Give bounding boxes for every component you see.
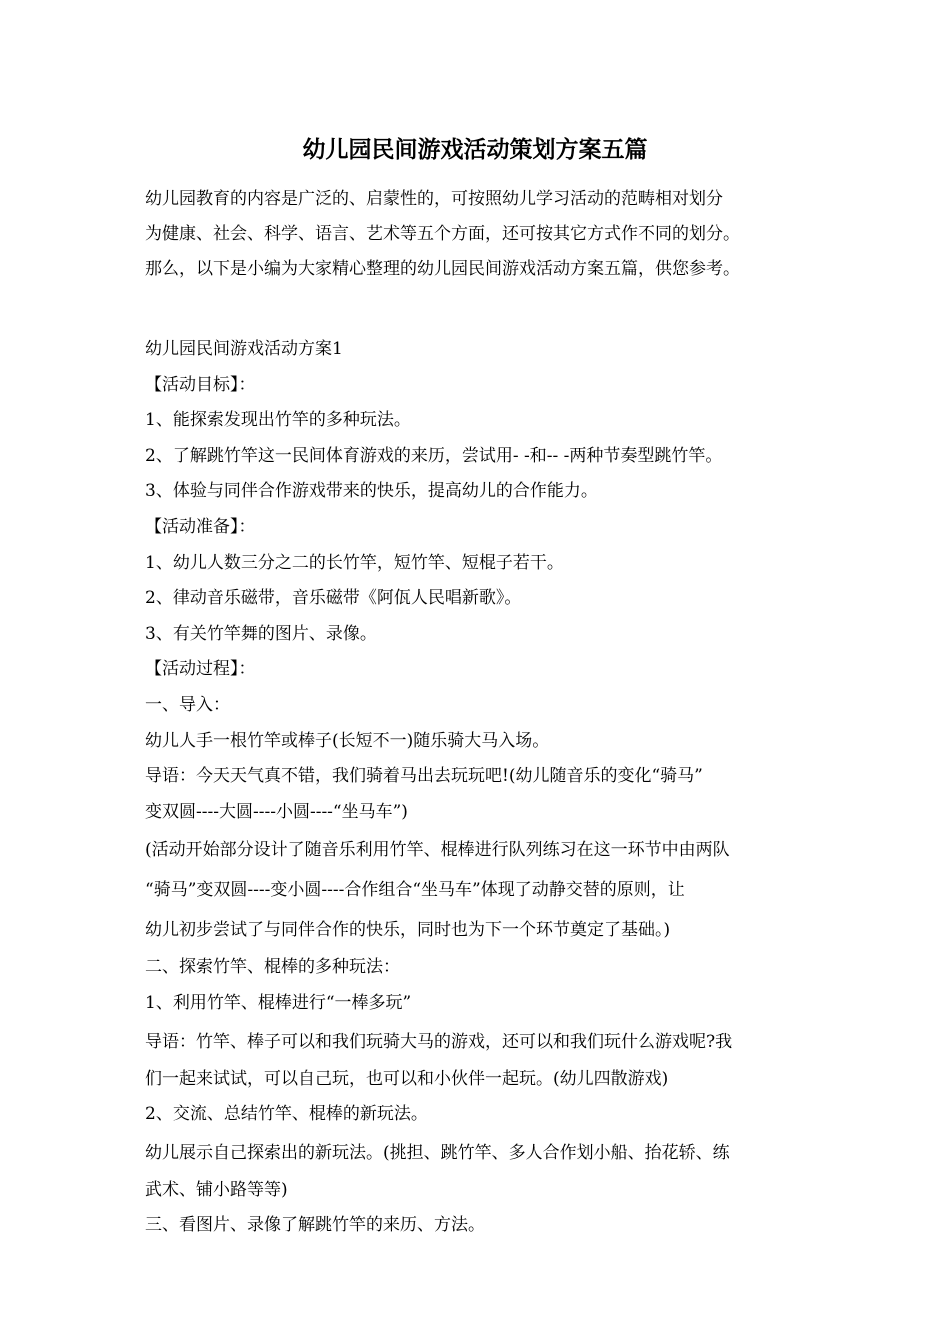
body-line: 1、利用竹竿、棍棒进行“一棒多玩” <box>145 992 412 1013</box>
section-heading: 幼儿园民间游戏活动方案1 <box>145 339 343 359</box>
document-content <box>145 182 815 1244</box>
body-line: 一、导入： <box>145 694 230 715</box>
subsection-heading: 【活动目标】： <box>145 374 256 395</box>
intro-paragraph <box>145 182 815 287</box>
subsection-heading: 【活动过程】： <box>145 659 256 680</box>
body-line: 导语：今天天气真不错，我们骑着马出去玩玩吧!(幼儿随音乐的变化“骑马” <box>145 766 703 787</box>
body-line: 二、探索竹竿、棍棒的多种玩法： <box>145 957 400 978</box>
intro-line: 那么，以下是小编为大家精心整理的幼儿园民间游戏活动方案五篇，供您参考。 <box>145 259 740 279</box>
body-line: 变双圆----大圆----小圆----“坐马车”) <box>145 801 408 822</box>
subsection-heading: 【活动准备】： <box>145 516 256 537</box>
body-line: 2、交流、总结竹竿、棍棒的新玩法。 <box>145 1104 428 1125</box>
body-line: 1、幼儿人数三分之二的长竹竿，短竹竿、短棍子若干。 <box>145 552 564 573</box>
body-line: 幼儿人手一根竹竿或棒子(长短不一)随乐骑大马入场。 <box>145 730 550 751</box>
plan-body <box>145 332 815 1244</box>
body-line: 导语：竹竿、棒子可以和我们玩骑大马的游戏，还可以和我们玩什么游戏呢?我 <box>145 1031 733 1052</box>
intro-line: 幼儿园教育的内容是广泛的、启蒙性的，可按照幼儿学习活动的范畴相对划分 <box>145 189 723 209</box>
body-line: 三、看图片、录像了解跳竹竿的来历、方法。 <box>145 1215 485 1236</box>
document-title: 幼儿园民间游戏活动策划方案五篇 <box>302 137 648 163</box>
body-line: 们一起来试试，可以自己玩，也可以和小伙伴一起玩。(幼儿四散游戏) <box>145 1068 669 1089</box>
body-line: 3、有关竹竿舞的图片、录像。 <box>145 623 377 644</box>
body-line: (活动开始部分设计了随音乐利用竹竿、棍棒进行队列练习在这一环节中由两队 <box>145 840 730 861</box>
body-line: 幼儿初步尝试了与同伴合作的快乐，同时也为下一个环节奠定了基础。) <box>145 920 671 941</box>
body-line: 1、能探索发现出竹竿的多种玩法。 <box>145 410 411 431</box>
body-line: “骑马”变双圆----变小圆----合作组合“坐马车”体现了动静交替的原则，让 <box>145 880 685 901</box>
intro-line: 为健康、社会、科学、语言、艺术等五个方面，还可按其它方式作不同的划分。 <box>145 224 740 244</box>
body-line: 2、了解跳竹竿这一民间体育游戏的来历，尝试用- -和-- -两种节奏型跳竹竿。 <box>145 445 723 466</box>
body-line: 3、体验与同伴合作游戏带来的快乐，提高幼儿的合作能力。 <box>145 481 598 502</box>
body-line: 幼儿展示自己探索出的新玩法。(挑担、跳竹竿、多人合作划小船、抬花轿、练 <box>145 1142 730 1163</box>
body-line: 2、律动音乐磁带，音乐磁带《阿佤人民唱新歌》。 <box>145 588 522 609</box>
body-line: 武术、铺小路等等) <box>145 1179 288 1200</box>
